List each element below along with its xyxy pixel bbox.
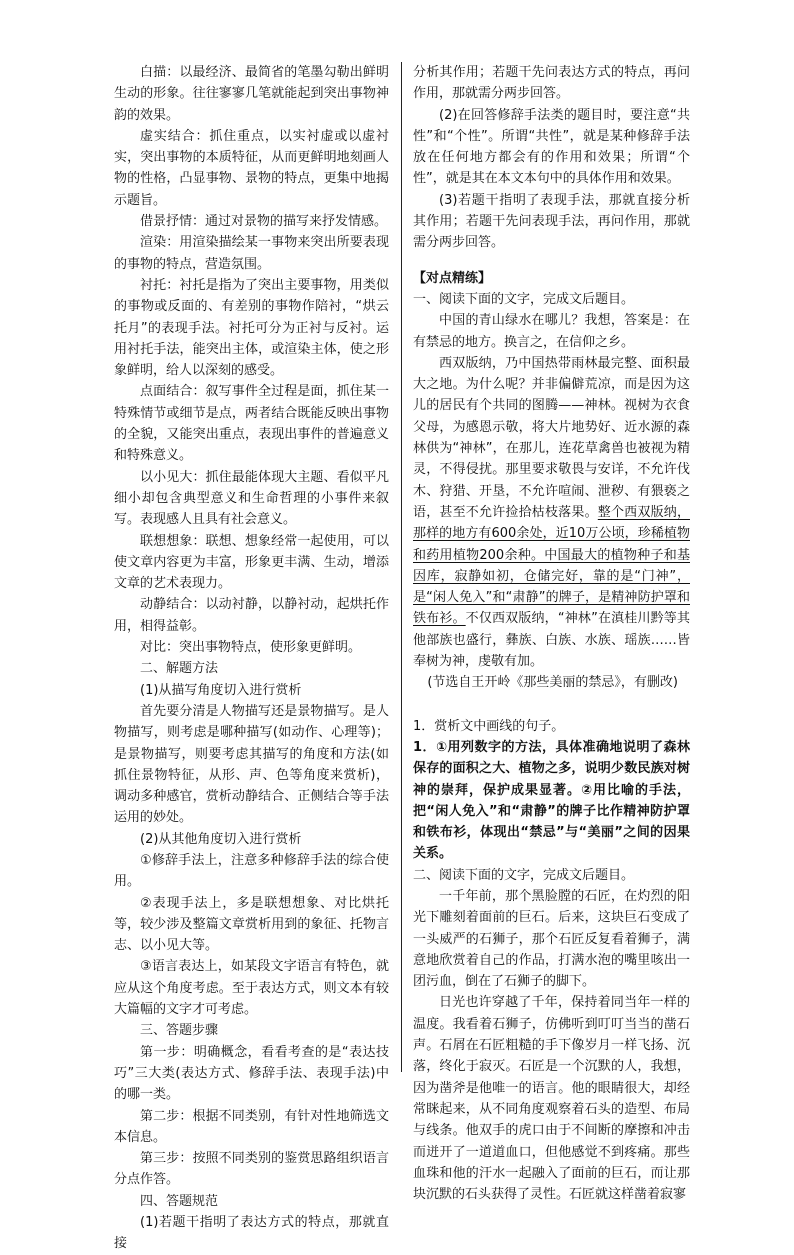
- paragraph-continue: 分析其作用；若题干先问表达方式的特点，再问作用，那就需分两步回答。: [413, 65, 690, 102]
- paragraph-step1: 第一步：明确概念，看看考查的是“表达技巧”三大类(表达方式、修辞手法、表现手法)中的哪一类。: [114, 1044, 389, 1103]
- paragraph-yixiao: 以小见大：抓住最能体现大主题、看似平凡细小却包含典型意义和生命哲理的小事件来叙写。表现感人且具有社会意义。: [114, 469, 389, 528]
- right-column: [413, 62, 690, 1205]
- paragraph-miaoxie: 首先要分清是人物描写还是景物描写。是人物描写，则考虑是哪种描写(如动作、心理等)；是景物描写，则要考虑其描写的角度和方法(如抓住景物特征，从形、声、色等角度来赏析)，调动多种感官，赏析动静结合、正侧结合等手法运用的妙处。: [114, 703, 389, 826]
- paragraph-chentuo: 衬托：衬托是指为了突出主要事物，用类似的事物或反面的、有差别的事物作陪衬，“烘云托月”的表现手法。衬托可分为正衬与反衬。运用衬托手法，能突出主体，或渲染主体，使之形象鲜明，给人以深刻的感受。: [114, 277, 389, 379]
- question1-answer: 1．①用列数字的方法，具体准确地说明了森林保存的面积之大、植物之多，说明少数民族对树神的崇拜，保护成果显著。②用比喻的手法，把“闲人免入”和“肃静”的牌子比作精神防护罩和铁布衫，体现出“禁忌”与“美丽”之间的因果关系。: [413, 739, 690, 862]
- paragraph-xiuci-answer: (2)在回答修辞手法类的题目时，要注意“共性”和“个性”。所谓“共性”，就是某种修辞手法放在任何地方都会有的作用和效果；所谓“个性”，就是其在本文本句中的具体作用和效果。: [413, 107, 690, 187]
- question2-title: 二、阅读下面的文字，完成文后题目。: [413, 867, 635, 883]
- paragraph-dongjing: 动静结合：以动衬静，以静衬动，起烘托作用，相得益彰。: [114, 597, 389, 634]
- heading-guifan: 四、答题规范: [140, 1193, 219, 1209]
- question1-prompt: 1．赏析文中画线的句子。: [413, 718, 565, 734]
- paragraph-step3: 第三步：按照不同类别的鉴赏思路组织语言分点作答。: [114, 1151, 389, 1188]
- passage1-p2-text: 西双版纳，乃中国热带雨林最完整、面积最大之地。为什么呢？并非偏僻荒凉，而是因为这儿的居民有个共同的图腾——神林。视树为衣食父母，为感恩示敬，将大片地势好、近水源的森林供为“神林”，在那儿，连花草禽兽也被视为精灵，不得侵扰。那里要求敬畏与安详，不允许伐木、狩猎、开垦，不允许喧闹、泄秽、有猥亵之语，甚至不允许捡拾枯枝落果。: [413, 355, 690, 520]
- heading-buzhou: 三、答题步骤: [140, 1023, 219, 1039]
- paragraph-duibi: 对比：突出事物特点，使形象更鲜明。: [140, 640, 362, 656]
- paragraph-lianxiang: 联想想象：联想、想象经常一起使用，可以使文章内容更为丰富，形象更丰满、生动，增添文章的艺术表现力。: [114, 533, 389, 592]
- column-divider: [401, 62, 402, 1072]
- paragraph-guifan-1: (1)若题干指明了表达方式的特点，那就直接: [114, 1215, 389, 1252]
- paragraph-jiejing: 借景抒情：通过对景物的描写来抒发情感。: [140, 214, 388, 230]
- paragraph-baimiao: 白描：以最经济、最简省的笔墨勾勒出鲜明生动的形象。往往寥寥几笔就能起到突出事物神韵的效果。: [114, 65, 389, 123]
- subheading-qita: (2)从其他角度切入进行赏析: [140, 831, 302, 847]
- spacer: [413, 254, 690, 268]
- passage2-p2: 日光也许穿越了千年，保持着同当年一样的温度。我看着石狮子，仿佛听到叮叮当当的凿石声。石屑在石匠粗糙的手下像岁月一样飞扬、沉落，终化于寂灭。石匠是一个沉默的人，我想，因为凿斧是他唯一的语言。他的眼睛很大，却经常眯起来，从不同角度观察着石头的造型、布局与线条。他双手的虎口由于不间断的摩擦和冲击而迸开了一道道血口，但他感觉不到疼痛。那些血珠和他的汗水一起融入了面前的巨石，而让那块沉默的石头获得了灵性。石匠就这样凿着寂寥: [413, 995, 690, 1203]
- paragraph-biaoxian-answer: (3)若题干指明了表现手法，那就直接分析其作用；若题干先问表现手法，再问作用，那就需分两步回答。: [413, 192, 690, 251]
- passage1-p1: 中国的青山绿水在哪儿？我想，答案是：在有禁忌的地方。换言之，在信仰之乡。: [413, 313, 690, 350]
- passage1-p2: [413, 353, 690, 672]
- spacer: [413, 694, 690, 716]
- paragraph-xuanran: 渲染：用渲染描绘某一事物来突出所要表现的事物的特点，营造氛围。: [114, 235, 389, 272]
- paragraph-xiuci: ①修辞手法上，注意多种修辞手法的综合使用。: [114, 852, 389, 890]
- passage1-source: (节选自王开岭《那些美丽的禁忌》，有删改): [427, 675, 678, 691]
- paragraph-yuyan: ③语言表达上，如某段文字语言有特色，就应从这个角度考虑。至于表达方式，则文本有较大篇幅的文字才可考虑。: [114, 959, 389, 1018]
- passage1-p2-tail: 不仅西双版纳，“神林”在滇桂川黔等其他部族也盛行，彝族、白族、水族、瑶族……皆奉树为神，虔敬有加。: [413, 611, 690, 670]
- passage2-p1: 一千年前，那个黑脸膛的石匠，在灼烈的阳光下雕刻着面前的巨石。后来，这块巨石变成了一头威严的石狮子，那个石匠反复看着狮子，满意地欣赏着自己的作品，打满水泡的嘴里咳出一团污血，倒在了石狮子的脚下。: [413, 888, 690, 990]
- paragraph-step2: 第二步：根据不同类别，有针对性地筛选文本信息。: [114, 1108, 389, 1145]
- section-title: 【对点精练】: [413, 270, 492, 286]
- paragraph-dianmian: 点面结合：叙写事件全过程是面，抓住某一特殊情节或细节是点，两者结合既能反映出事物的全貌，又能突出重点，表现出事件的普遍意义和特殊意义。: [114, 384, 389, 464]
- paragraph-xushi: 虚实结合：抓住重点，以实衬虚或以虚衬实，突出事物的本质特征，从而更鲜明地刻画人物的性格，凸显事物、景物的特点，更集中地揭示题旨。: [114, 128, 389, 208]
- left-column: [114, 62, 389, 1255]
- underlined-sentence: 整个西双版纳，那样的地方有600余处，近10万公顷，珍稀植物和药用植物200余种。中国最大的植物种子和基因库，寂静如初，仓储完好，靠的是“门神”，是“闲人免入”和“肃静”的牌子，是精神防护罩和铁布衫。: [413, 504, 690, 627]
- paragraph-biaoxian: ②表现手法上，多是联想想象、对比烘托等，较少涉及整篇文章赏析用到的象征、托物言志、以小见大等。: [114, 895, 389, 954]
- heading-jieti: 二、解题方法: [140, 661, 219, 677]
- question1-title: 一、阅读下面的文字，完成文后题目。: [413, 291, 635, 307]
- subheading-miaoxie: (1)从描写角度切入进行赏析: [140, 682, 302, 698]
